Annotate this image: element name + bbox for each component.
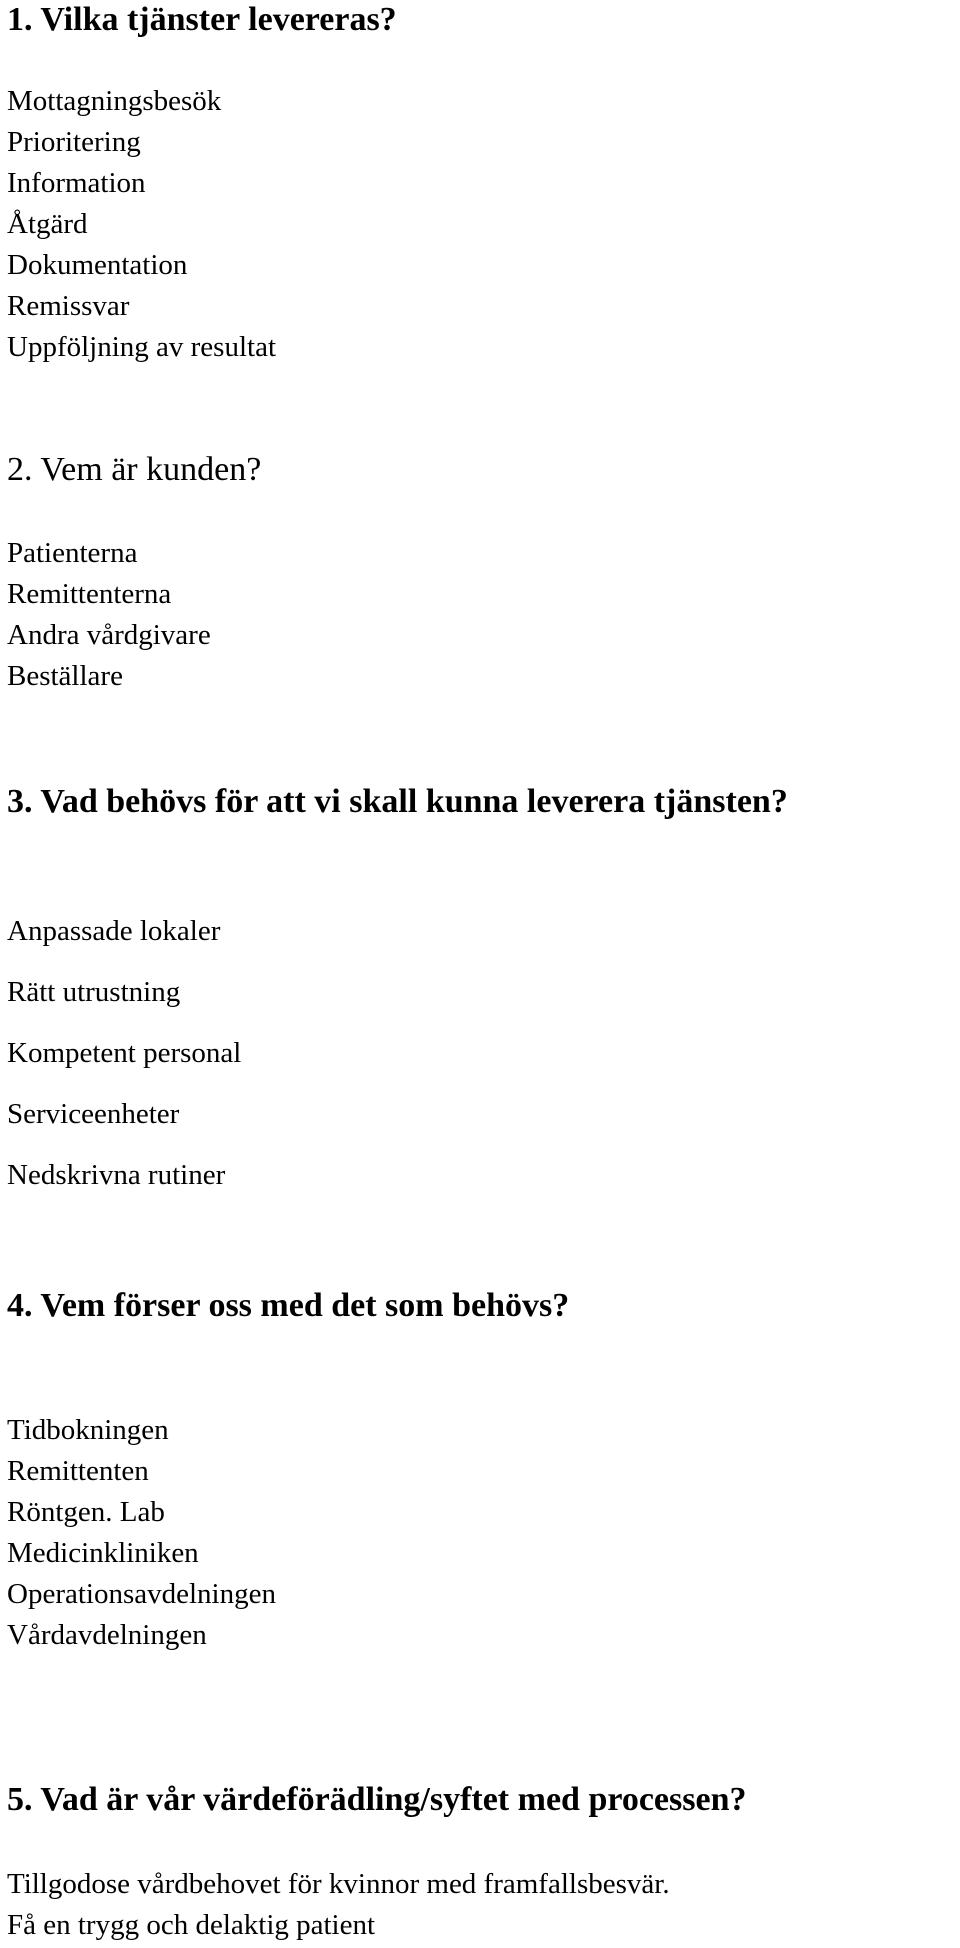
list-item: Tidbokningen [7,1414,169,1446]
list-item: Remittenten [7,1455,149,1487]
section-4-list [7,1410,276,1656]
list-item: Patienterna [7,537,138,569]
section-2-heading: 2. Vem är kunden? [7,451,262,488]
section-1-list [7,81,276,368]
list-item: Medicinkliniken [7,1537,199,1569]
section-3-list [7,901,241,1206]
section-3-heading: 3. Vad behövs för att vi skall kunna leverera tjänsten? [7,783,788,820]
list-item: Uppföljning av resultat [7,331,277,363]
list-item: Remittenterna [7,578,172,610]
list-item: Få en trygg och delaktig patient [7,1909,376,1941]
list-item: Remissvar [7,290,130,322]
list-item: Dokumentation [7,249,188,281]
list-item: Information [7,167,146,199]
list-item: Prioritering [7,126,141,158]
section-4-heading: 4. Vem förser oss med det som behövs? [7,1287,570,1324]
list-item: Anpassade lokaler [7,915,221,947]
list-item: Kompetent personal [7,1037,242,1069]
list-item: Beställare [7,660,123,692]
section-5-list [7,1864,670,1946]
list-item: Åtgärd [7,208,88,240]
list-item: Operationsavdelningen [7,1578,276,1610]
section-2-list [7,533,211,697]
section-1-heading: 1. Vilka tjänster levereras? [7,1,397,38]
list-item: Tillgodose vårdbehovet för kvinnor med framfallsbesvär. [7,1868,670,1900]
list-item: Röntgen. Lab [7,1496,165,1528]
list-item: Vårdavdelningen [7,1619,207,1651]
list-item: Andra vårdgivare [7,619,211,651]
section-5-heading: 5. Vad är vår värdeförädling/syftet med processen? [7,1781,747,1818]
list-item: Mottagningsbesök [7,85,222,117]
list-item: Rätt utrustning [7,976,181,1008]
list-item: Nedskrivna rutiner [7,1159,226,1191]
list-item: Serviceenheter [7,1098,180,1130]
